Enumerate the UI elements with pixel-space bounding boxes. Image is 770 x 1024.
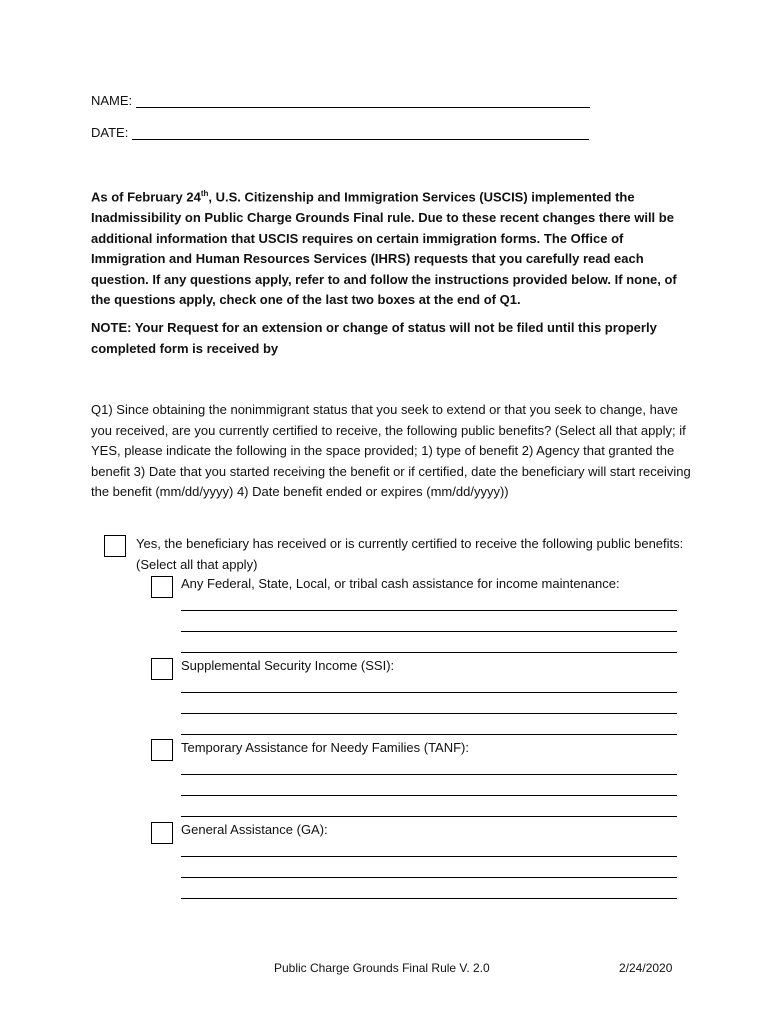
date-label: DATE: — [91, 125, 129, 140]
footer-title: Public Charge Grounds Final Rule V. 2.0 — [274, 961, 490, 975]
intro-rest: , U.S. Citizenship and Immigration Services (USCIS) implemented the Inadmissibility on Public Charge Grounds Final rule. Due to these recent changes there will be additional information that USCIS requires on certain immigration forms. The Office of Immigration and Human Resources Services (IHRS) requests that you carefully read each question. If any questions apply, refer to and follow the instructions provided below. If none, of the questions apply, check one of the last two boxes at the end of Q1. — [91, 189, 677, 308]
answer-line[interactable] — [181, 631, 677, 632]
answer-line[interactable] — [181, 877, 677, 878]
footer-date: 2/24/2020 — [619, 961, 673, 975]
answer-line[interactable] — [181, 610, 677, 611]
answer-line[interactable] — [181, 795, 677, 796]
date-input-line[interactable] — [132, 125, 589, 140]
benefit-tanf-label: Temporary Assistance for Needy Families (TANF): — [181, 740, 469, 755]
name-field-row — [91, 93, 590, 108]
answer-line[interactable] — [181, 816, 677, 817]
benefit-ga-label: General Assistance (GA): — [181, 822, 328, 837]
name-input-line[interactable] — [136, 93, 590, 108]
intro-prefix: As of February 24 — [91, 189, 201, 205]
answer-line[interactable] — [181, 898, 677, 899]
intro-paragraph — [91, 184, 681, 311]
yes-option-label: Yes, the beneficiary has received or is currently certified to receive the following public benefits: (Select all that apply) — [136, 536, 684, 572]
answer-line[interactable] — [181, 856, 677, 857]
answer-line[interactable] — [181, 652, 677, 653]
answer-line[interactable] — [181, 774, 677, 775]
benefit-ssi-checkbox[interactable] — [151, 658, 173, 680]
benefit-cash-assistance-label: Any Federal, State, Local, or tribal cash assistance for income maintenance: — [181, 576, 620, 591]
benefit-ga-checkbox[interactable] — [151, 822, 173, 844]
answer-line[interactable] — [181, 692, 677, 693]
yes-checkbox[interactable] — [104, 535, 126, 557]
q1-question: Q1) Since obtaining the nonimmigrant status that you seek to extend or that you seek to change, have you received, are you currently certified to receive, the following public benefits? (Select all that apply; if YES, please indicate the following in the space provided; 1) type of benefit 2) Agency that granted the benefit 3) Date that you started receiving the benefit or if certified, date the beneficiary will start receiving the benefit (mm/dd/yyyy) 4) Date benefit ended or expires (mm/dd/yyyy)) — [91, 402, 691, 500]
intro-superscript: th — [200, 189, 209, 198]
benefit-tanf-checkbox[interactable] — [151, 739, 173, 761]
answer-line[interactable] — [181, 734, 677, 735]
benefit-cash-assistance-checkbox[interactable] — [151, 576, 173, 598]
note-paragraph: NOTE: Your Request for an extension or change of status will not be filed until this properly completed form is received by — [91, 320, 657, 356]
date-field-row — [91, 125, 589, 140]
name-label: NAME: — [91, 93, 133, 108]
answer-line[interactable] — [181, 713, 677, 714]
benefit-ssi-label: Supplemental Security Income (SSI): — [181, 658, 395, 673]
